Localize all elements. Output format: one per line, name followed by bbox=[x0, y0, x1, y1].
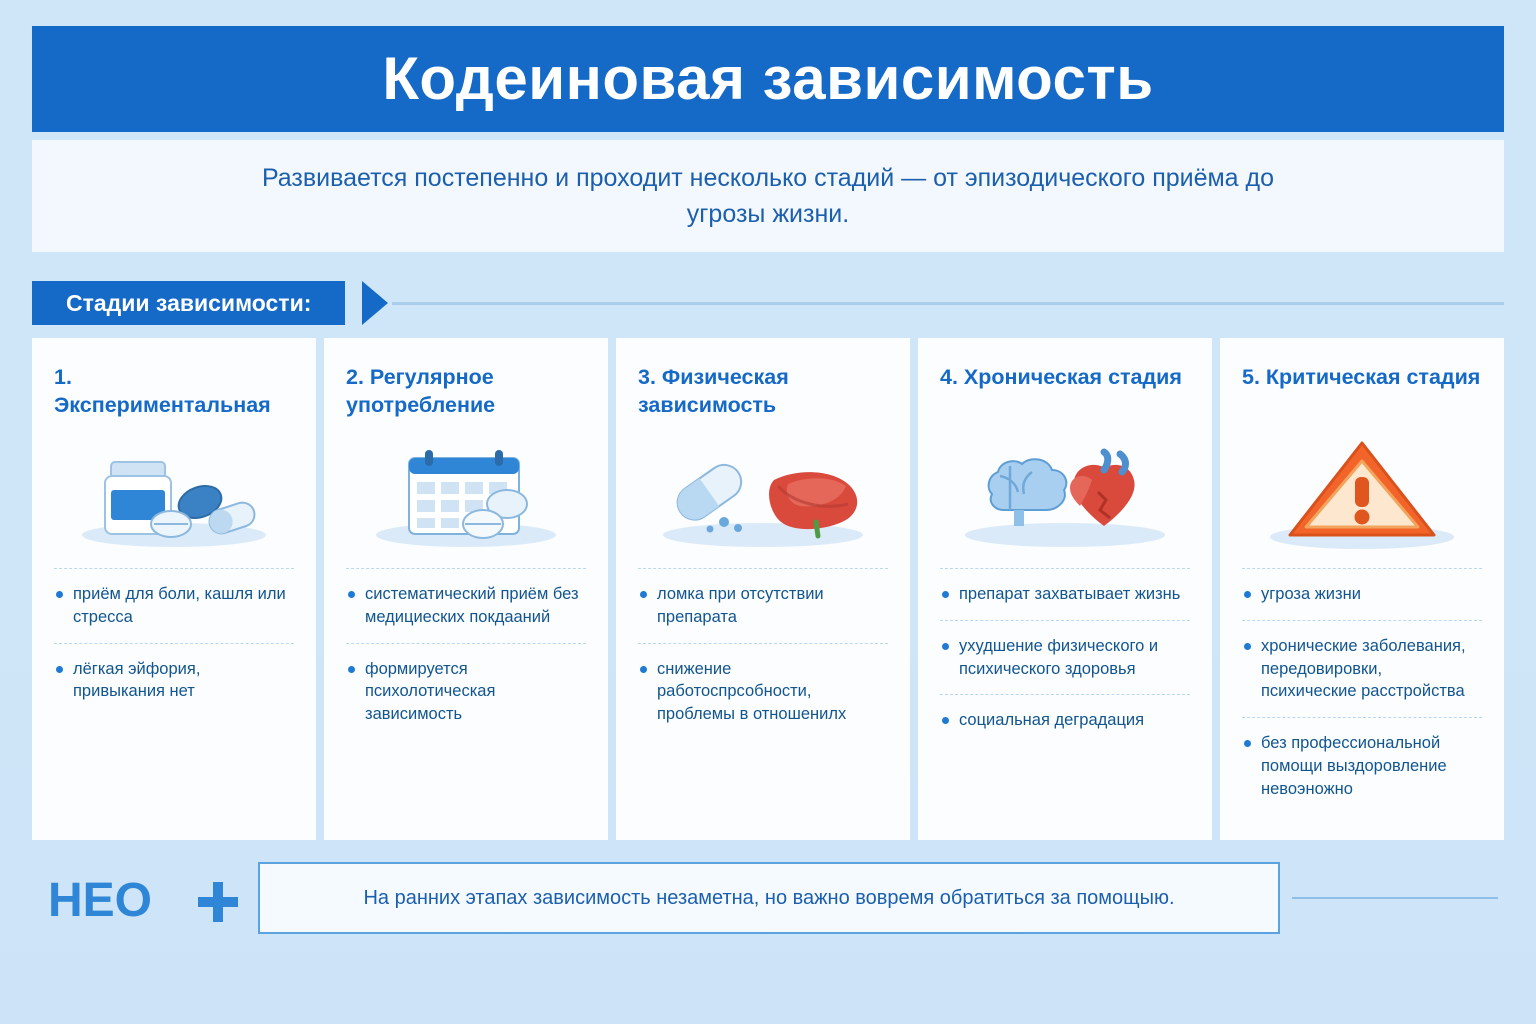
bullet-dot bbox=[56, 666, 63, 673]
subtitle-panel bbox=[32, 140, 1504, 252]
bullet-text: приём для боли, кашля или стресса bbox=[73, 585, 286, 626]
brain-heart-icon bbox=[940, 426, 1190, 558]
bullet-dot bbox=[56, 591, 63, 598]
stage-bullets bbox=[1242, 568, 1482, 814]
stage-card-list bbox=[32, 338, 1504, 840]
list-item bbox=[1242, 717, 1482, 814]
bullet-dot bbox=[942, 717, 949, 724]
brand-logo bbox=[48, 872, 248, 928]
bullet-text: систематический приём без медициеских покдааний bbox=[365, 585, 579, 626]
section-label-arrow bbox=[362, 281, 388, 325]
list-item bbox=[346, 643, 586, 740]
bullet-text: социальная деградация bbox=[959, 711, 1145, 730]
section-label bbox=[32, 281, 345, 325]
stage-card bbox=[616, 338, 910, 840]
bullet-dot bbox=[640, 591, 647, 598]
bullet-text: хронические заболевания, передовировки, психические расстройства bbox=[1261, 636, 1466, 701]
bullet-text: ломка при отсутствии препарата bbox=[657, 585, 824, 626]
bullet-text: без профессиональной помощи выздоровление невоэножно bbox=[1261, 734, 1447, 798]
footer-divider bbox=[1292, 897, 1498, 899]
stage-bullets bbox=[54, 568, 294, 717]
stage-title: 5. Критическая стадия bbox=[1242, 365, 1481, 389]
list-item bbox=[1242, 620, 1482, 717]
subtitle-text: Развивается постепенно и проходит несколько стадий — от эпизодического приёма до угрозы жизни. bbox=[261, 163, 1275, 228]
list-item bbox=[638, 643, 888, 740]
bullet-dot bbox=[640, 666, 647, 673]
list-item bbox=[1242, 568, 1482, 620]
capsule-liver-icon bbox=[638, 426, 888, 558]
bullet-text: формируется психолотическая зависимость bbox=[365, 659, 496, 724]
bullet-dot bbox=[1244, 740, 1251, 747]
bullet-dot bbox=[348, 591, 355, 598]
stage-bullets bbox=[638, 568, 888, 740]
stage-card bbox=[32, 338, 316, 840]
bullet-dot bbox=[1244, 643, 1251, 650]
section-label-text: Стадии зависимости: bbox=[66, 289, 312, 316]
stage-card bbox=[918, 338, 1212, 840]
pill-bottle-icon bbox=[54, 426, 294, 558]
section-divider bbox=[392, 302, 1504, 305]
list-item bbox=[346, 568, 586, 643]
bullet-text: угроза жизни bbox=[1261, 585, 1361, 603]
bullet-dot bbox=[942, 643, 949, 650]
footer-note-text: На ранних этапах зависимость незаметна, но важно вовремя обратиться за помощыю. bbox=[363, 886, 1175, 909]
svg-text:НЕО: НЕО bbox=[48, 874, 153, 927]
list-item bbox=[638, 568, 888, 643]
bullet-text: лёгкая эйфория, привыкания нет bbox=[73, 659, 201, 701]
bullet-dot bbox=[348, 666, 355, 673]
list-item bbox=[940, 568, 1190, 620]
stage-bullets bbox=[346, 568, 586, 740]
list-item bbox=[940, 694, 1190, 746]
stage-title: 2. Регулярное употребление bbox=[346, 365, 496, 417]
stage-card bbox=[1220, 338, 1504, 840]
page-title: Кодеиновая зависимость bbox=[382, 45, 1154, 112]
stage-title: 1. Экспериментальная bbox=[54, 365, 271, 417]
list-item bbox=[940, 620, 1190, 695]
bullet-dot bbox=[1244, 591, 1251, 598]
stage-title: 3. Физическая зависимость bbox=[638, 365, 789, 417]
bullet-text: ухудшение физического и психического здоровья bbox=[959, 636, 1159, 678]
footer-note bbox=[258, 862, 1280, 934]
bullet-dot bbox=[942, 591, 949, 598]
list-item bbox=[54, 568, 294, 643]
bullet-text: снижение работоспрсобности, проблемы в отношенилх bbox=[657, 659, 847, 724]
stage-title: 4. Хроническая стадия bbox=[940, 365, 1182, 389]
warning-triangle-icon bbox=[1242, 426, 1482, 558]
stage-bullets bbox=[940, 568, 1190, 746]
header-bar bbox=[32, 26, 1504, 132]
calendar-pills-icon bbox=[346, 426, 586, 558]
stage-card bbox=[324, 338, 608, 840]
list-item bbox=[54, 643, 294, 718]
bullet-text: препарат захватывает жизнь bbox=[959, 585, 1181, 603]
